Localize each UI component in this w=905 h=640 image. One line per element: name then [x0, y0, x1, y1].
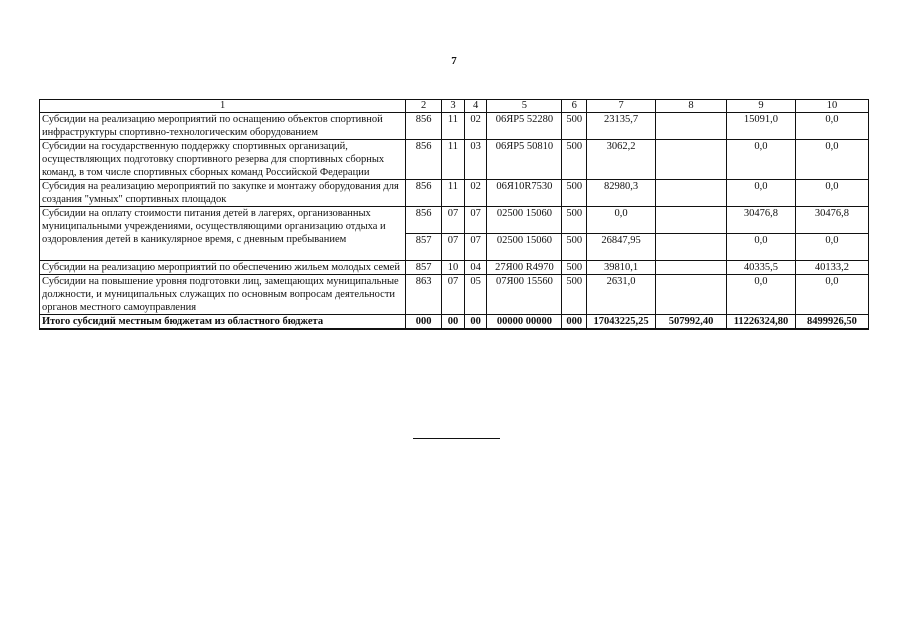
ministry-code: 857: [406, 234, 442, 261]
row-name: Субсидии на реализацию мероприятий по обеспечению жильем молодых семей: [40, 261, 406, 275]
target-article: 07Я00 15560: [487, 275, 562, 315]
subsection-code: 07: [464, 234, 487, 261]
header-cell: 7: [587, 100, 656, 113]
subsection-code: 02: [464, 180, 487, 207]
target-article: 06ЯР5 50810: [487, 140, 562, 180]
header-cell: 8: [656, 100, 727, 113]
target-article: 02500 15060: [487, 234, 562, 261]
amount-col9: 0,0: [727, 234, 796, 261]
amount-col8: [656, 140, 727, 180]
row-name: Субсидии на государственную поддержку спортивных организаций, осуществляющих подготовку спортивного резерва для спортивных сборных команд, в том числе спортивных сборных команд Российской Федерации: [40, 140, 406, 180]
amount-col10: 0,0: [795, 234, 868, 261]
header-cell: 6: [562, 100, 587, 113]
row-name: Субсидии на реализацию мероприятий по оснащению объектов спортивной инфраструктуры спортивно-технологическим оборудованием: [40, 113, 406, 140]
total-col9: 11226324,80: [727, 315, 796, 330]
total-label: Итого субсидий местным бюджетам из областного бюджета: [40, 315, 406, 330]
amount-col8: [656, 234, 727, 261]
table-row: [40, 180, 869, 207]
header-cell: 3: [442, 100, 465, 113]
ministry-code: 863: [406, 275, 442, 315]
amount-col8: [656, 207, 727, 234]
amount-col7: 3062,2: [587, 140, 656, 180]
subsection-code: 02: [464, 113, 487, 140]
section-code: 07: [442, 207, 465, 234]
amount-col7: 23135,7: [587, 113, 656, 140]
section-code: 07: [442, 275, 465, 315]
table-row: [40, 113, 869, 140]
amount-col10: 0,0: [795, 113, 868, 140]
section-code: 11: [442, 180, 465, 207]
target-article: 27Я00 R4970: [487, 261, 562, 275]
expense-type: 500: [562, 140, 587, 180]
row-name: Субсидии на оплату стоимости питания детей в лагерях, организованных муниципальными учреждениями, осуществляющими организацию отдыха и оздоровления детей в каникулярное время, с дневным пребыванием: [40, 207, 406, 261]
subsidies-table: [39, 99, 869, 330]
header-cell: 9: [727, 100, 796, 113]
subsection-code: 05: [464, 275, 487, 315]
amount-col7: 82980,3: [587, 180, 656, 207]
ministry-code: 000: [406, 315, 442, 330]
table-row: [40, 140, 869, 180]
ministry-code: 856: [406, 140, 442, 180]
table-row: [40, 207, 869, 234]
subsection-code: 04: [464, 261, 487, 275]
total-row: [40, 315, 869, 330]
subsection-code: 00: [464, 315, 487, 330]
ministry-code: 857: [406, 261, 442, 275]
row-name: Субсидии на повышение уровня подготовки лиц, замещающих муниципальные должности, и муниципальных служащих по основным вопросам деятельности органов местного самоуправления: [40, 275, 406, 315]
target-article: 06Я10R7530: [487, 180, 562, 207]
header-cell: 2: [406, 100, 442, 113]
amount-col9: 0,0: [727, 140, 796, 180]
amount-col9: 40335,5: [727, 261, 796, 275]
amount-col8: [656, 113, 727, 140]
footer-divider: [413, 438, 500, 439]
section-code: 11: [442, 113, 465, 140]
ministry-code: 856: [406, 180, 442, 207]
table-row: [40, 275, 869, 315]
amount-col7: 39810,1: [587, 261, 656, 275]
target-article: 00000 00000: [487, 315, 562, 330]
total-col8: 507992,40: [656, 315, 727, 330]
ministry-code: 856: [406, 113, 442, 140]
expense-type: 500: [562, 207, 587, 234]
expense-type: 500: [562, 234, 587, 261]
section-code: 10: [442, 261, 465, 275]
target-article: 02500 15060: [487, 207, 562, 234]
section-code: 11: [442, 140, 465, 180]
header-cell: 1: [40, 100, 406, 113]
amount-col10: 40133,2: [795, 261, 868, 275]
table-header-row: [40, 100, 869, 113]
amount-col9: 30476,8: [727, 207, 796, 234]
amount-col9: 0,0: [727, 275, 796, 315]
header-cell: 10: [795, 100, 868, 113]
table-row: [40, 261, 869, 275]
section-code: 00: [442, 315, 465, 330]
ministry-code: 856: [406, 207, 442, 234]
expense-type: 500: [562, 113, 587, 140]
row-name: Субсидия на реализацию мероприятий по закупке и монтажу оборудования для создания "умных" спортивных площадок: [40, 180, 406, 207]
amount-col7: 2631,0: [587, 275, 656, 315]
amount-col10: 30476,8: [795, 207, 868, 234]
amount-col8: [656, 275, 727, 315]
expense-type: 000: [562, 315, 587, 330]
amount-col7: 0,0: [587, 207, 656, 234]
amount-col9: 15091,0: [727, 113, 796, 140]
section-code: 07: [442, 234, 465, 261]
expense-type: 500: [562, 180, 587, 207]
subsection-code: 07: [464, 207, 487, 234]
subsection-code: 03: [464, 140, 487, 180]
target-article: 06ЯР5 52280: [487, 113, 562, 140]
header-cell: 4: [464, 100, 487, 113]
expense-type: 500: [562, 261, 587, 275]
amount-col8: [656, 261, 727, 275]
total-col10: 8499926,50: [795, 315, 868, 330]
total-col7: 17043225,25: [587, 315, 656, 330]
amount-col10: 0,0: [795, 180, 868, 207]
amount-col7: 26847,95: [587, 234, 656, 261]
expense-type: 500: [562, 275, 587, 315]
amount-col10: 0,0: [795, 140, 868, 180]
amount-col8: [656, 180, 727, 207]
amount-col10: 0,0: [795, 275, 868, 315]
header-cell: 5: [487, 100, 562, 113]
amount-col9: 0,0: [727, 180, 796, 207]
page-number: 7: [451, 55, 457, 67]
